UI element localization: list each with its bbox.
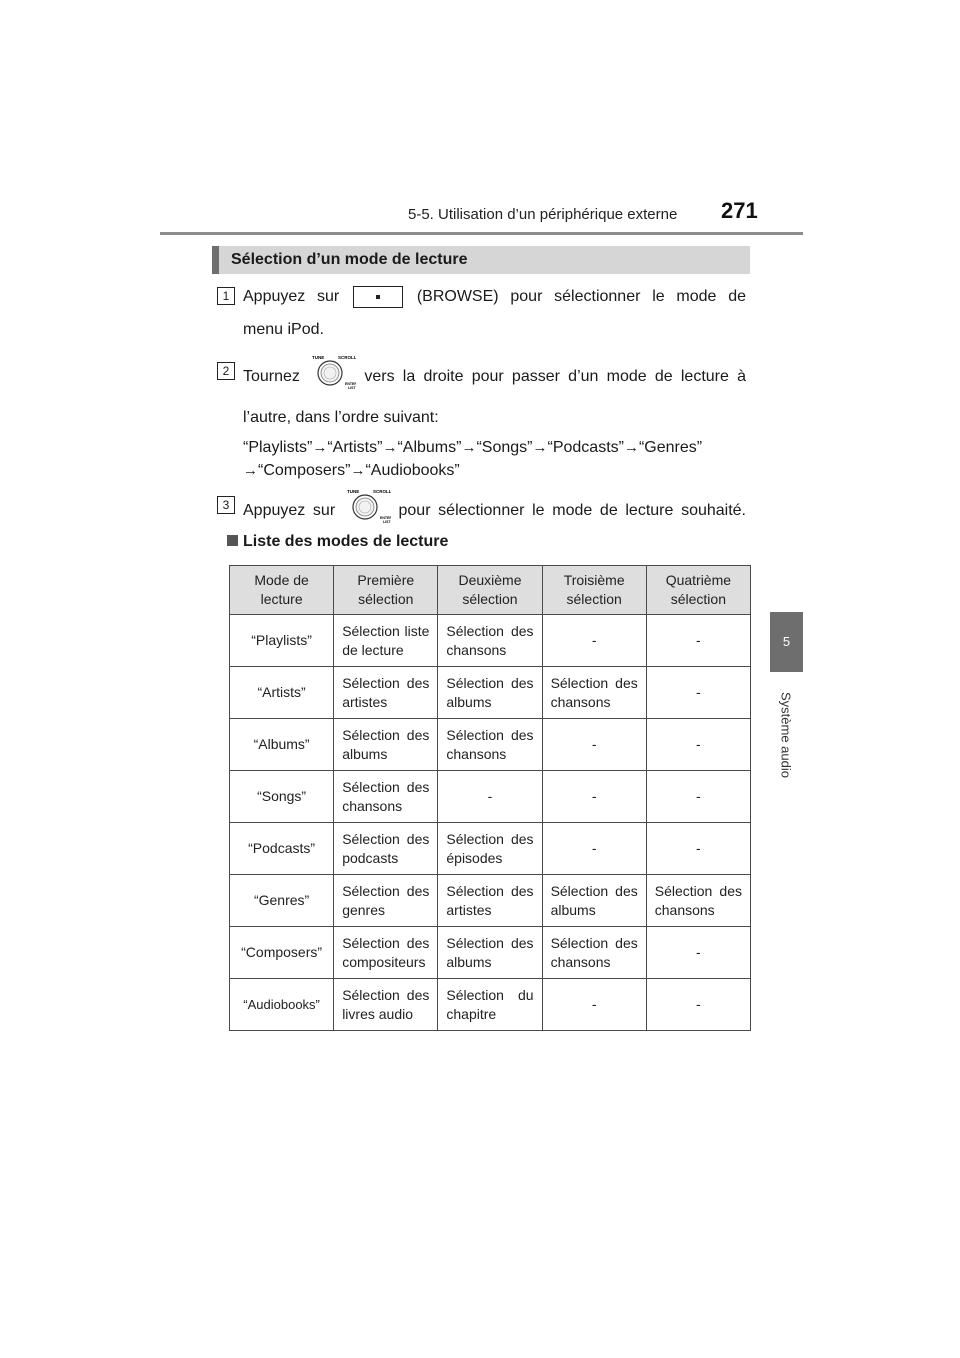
- step-number-3: 3: [217, 496, 235, 514]
- step-3-line-1: [243, 488, 746, 534]
- table-cell: Sélection des genres: [334, 875, 438, 927]
- square-bullet-icon: [227, 535, 238, 546]
- mode-sequence: [243, 436, 746, 482]
- step-2-text: [243, 354, 746, 482]
- table-cell: Sélection des chansons: [438, 719, 542, 771]
- arrow-icon: →: [382, 439, 398, 456]
- knob-label-enter: ENTER: [379, 516, 391, 520]
- step-1-line-2: menu iPod.: [243, 321, 324, 338]
- table-cell: Sélection liste de lecture: [334, 615, 438, 667]
- table-cell: Sélection des chansons: [542, 667, 646, 719]
- seq-audiobooks: “Audiobooks”: [365, 462, 460, 479]
- header-second: Deuxième sélection: [438, 566, 542, 615]
- table-header-row: [230, 566, 751, 615]
- table-cell: Sélection des chansons: [646, 875, 750, 927]
- table-cell: Sélection des artistes: [334, 667, 438, 719]
- table-row: [230, 615, 751, 667]
- modes-table: [229, 565, 751, 1031]
- step-3-before: Appuyez sur: [243, 502, 336, 520]
- subheading-text: Liste des modes de lecture: [243, 533, 449, 550]
- table-cell: -: [542, 615, 646, 667]
- table-cell: -: [542, 719, 646, 771]
- table-row: [230, 927, 751, 979]
- table-cell: -: [646, 615, 750, 667]
- table-cell: “Artists”: [230, 667, 334, 719]
- knob-label-tune: TUNE: [346, 489, 360, 494]
- step-2-before: Tournez: [243, 368, 300, 386]
- subheading: [227, 533, 448, 551]
- table-cell: -: [438, 771, 542, 823]
- step-1-before: Appuyez sur: [243, 288, 340, 305]
- table-row: [230, 979, 751, 1031]
- arrow-icon: →: [350, 462, 366, 479]
- mode-sequence-line-2: [243, 459, 746, 482]
- step-3-after: pour sélectionner le mode de lecture souhaité.: [398, 502, 747, 520]
- knob-label-enter: ENTER: [345, 382, 357, 386]
- arrow-icon: →: [312, 439, 328, 456]
- chapter-tab-number: 5: [782, 634, 791, 649]
- table-cell: Sélection des chansons: [542, 927, 646, 979]
- arrow-icon: →: [532, 439, 548, 456]
- table-row: [230, 771, 751, 823]
- seq-podcasts: “Podcasts”: [547, 439, 624, 456]
- section-title: Sélection d’un mode de lecture: [231, 251, 468, 268]
- arrow-icon: →: [243, 462, 258, 479]
- knob-label-list: LIST: [382, 520, 391, 524]
- arrow-icon: →: [623, 439, 639, 456]
- table-row: [230, 667, 751, 719]
- table-cell: “Podcasts”: [230, 823, 334, 875]
- step-number-2: 2: [217, 362, 235, 380]
- table-cell: -: [542, 823, 646, 875]
- browse-button-icon: [353, 286, 403, 308]
- header-fourth: Quatrième sélection: [646, 566, 750, 615]
- table-cell: -: [646, 979, 750, 1031]
- table-cell: -: [646, 667, 750, 719]
- seq-playlists: “Playlists”: [243, 439, 313, 456]
- table-cell: “Genres”: [230, 875, 334, 927]
- table-cell: Sélection des albums: [334, 719, 438, 771]
- table-cell: -: [542, 979, 646, 1031]
- knob-label-list: LIST: [348, 386, 356, 390]
- section-header-bar: [212, 246, 750, 274]
- table-cell: Sélection des compositeurs: [334, 927, 438, 979]
- table-cell: Sélection des albums: [438, 667, 542, 719]
- table-cell: Sélection des chansons: [438, 615, 542, 667]
- table-cell: Sélection des épisodes: [438, 823, 542, 875]
- arrow-icon: →: [461, 439, 477, 456]
- table-cell: Sélection du chapitre: [438, 979, 542, 1031]
- knob-label-scroll: SCROLL: [372, 489, 391, 494]
- table-cell: Sélection des albums: [438, 927, 542, 979]
- knob-label-tune: TUNE: [312, 355, 325, 360]
- running-header-section: 5-5. Utilisation d’un périphérique externe: [408, 206, 678, 223]
- step-1-after: (BROWSE) pour sélectionner le mode de: [416, 288, 747, 305]
- mode-sequence-line-1: [243, 436, 746, 459]
- step-2-line-1: [243, 354, 746, 400]
- table-cell: -: [646, 927, 750, 979]
- table-cell: Sélection des podcasts: [334, 823, 438, 875]
- header-first: Première sélection: [334, 566, 438, 615]
- step-1-line-1: [243, 283, 746, 311]
- seq-artists: “Artists”: [327, 439, 383, 456]
- table-cell: -: [646, 823, 750, 875]
- table-cell: -: [542, 771, 646, 823]
- tune-scroll-knob-icon: [308, 354, 356, 400]
- table-row: [230, 875, 751, 927]
- step-2-line-2: l’autre, dans l’ordre suivant:: [243, 409, 439, 426]
- step-2-after: vers la droite pour passer d’un mode de lecture à: [364, 368, 746, 386]
- step-number-1: 1: [217, 287, 235, 305]
- header-rule: [160, 232, 803, 235]
- header-third: Troisième sélection: [542, 566, 646, 615]
- seq-genres: “Genres”: [638, 439, 703, 456]
- header-mode: Mode de lecture: [230, 566, 334, 615]
- step-1-text: [243, 283, 746, 344]
- knob-label-scroll: SCROLL: [338, 355, 357, 360]
- table-cell: “Songs”: [230, 771, 334, 823]
- step-3-text: [243, 488, 746, 534]
- table-cell: Sélection des artistes: [438, 875, 542, 927]
- table-row: [230, 823, 751, 875]
- table-cell: “Audiobooks”: [230, 979, 334, 1031]
- seq-composers: “Composers”: [258, 462, 351, 479]
- page-number: 271: [721, 198, 758, 223]
- table-cell: Sélection des livres audio: [334, 979, 438, 1031]
- table-cell: “Playlists”: [230, 615, 334, 667]
- table-cell: -: [646, 719, 750, 771]
- table-cell: Sélection des albums: [542, 875, 646, 927]
- seq-albums: “Albums”: [397, 439, 462, 456]
- seq-songs: “Songs”: [476, 439, 533, 456]
- table-cell: “Albums”: [230, 719, 334, 771]
- chapter-tab-label: Système audio: [778, 692, 794, 778]
- table-cell: “Composers”: [230, 927, 334, 979]
- table-row: [230, 719, 751, 771]
- table-cell: -: [646, 771, 750, 823]
- table-cell: Sélection des chansons: [334, 771, 438, 823]
- chapter-tab: [770, 612, 803, 672]
- tune-scroll-knob-icon: [343, 488, 391, 534]
